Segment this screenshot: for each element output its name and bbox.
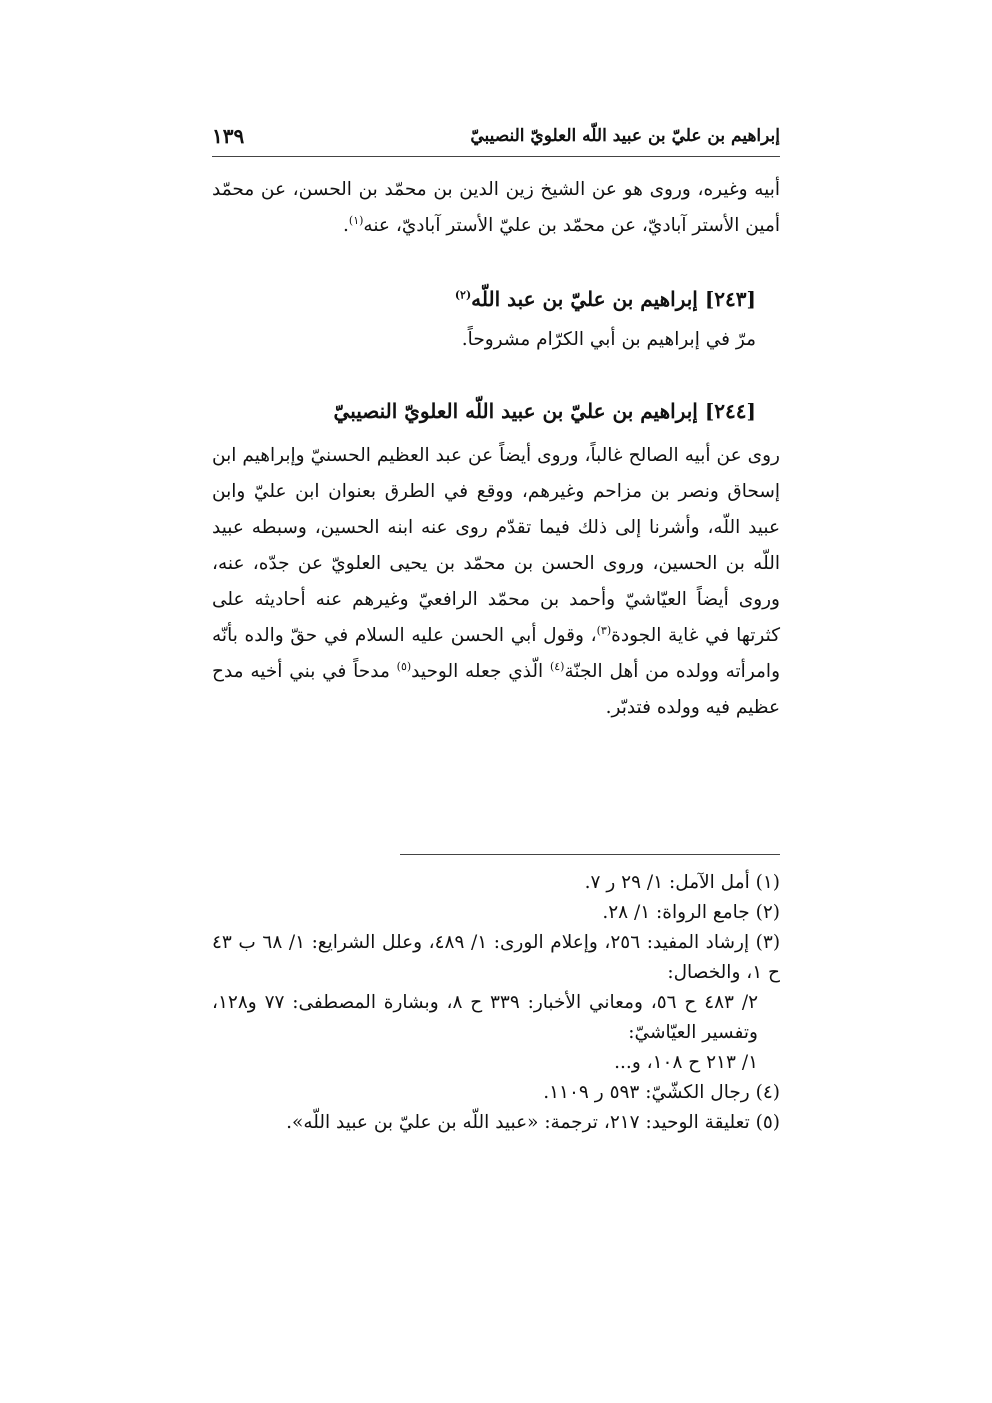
page-header xyxy=(212,120,780,157)
footnote-3-continued-2: ١/ ٢١٣ ح ١٠٨، و... xyxy=(614,1052,758,1073)
footnote-3-continued: ٢/ ٤٨٣ ح ٥٦، ومعاني الأخبار: ٣٣٩ ح ٨، وبشارة المصطفى: ٧٧ و١٢٨، وتفسير العيّاشيّ: xyxy=(212,992,758,1043)
entry-244-heading-block xyxy=(212,394,780,428)
footnote-5: (٥) تعليقة الوحيد: ٢١٧، ترجمة: «عبيد اللّه بن عليّ بن عبيد اللّه». xyxy=(286,1112,780,1133)
entry-244-text: روى عن أبيه الصالح غالباً، وروى أيضاً عن عبد العظيم الحسنيّ وإبراهيم ابن إسحاق ونصر بن مزاحم وغيرهم، ووقع في الطرق بعنوان ابن عليّ وابن عبيد اللّه، وأشرنا إلى ذلك فيما تقدّم روى عنه ابنه الحسين، وسبطه عبيد اللّه بن الحسين، وروى الحسن بن محمّد بن يحيى العلويّ عن جدّه، عنه، وروى أيضاً العيّاشيّ وأحمد بن محمّد الرافعيّ وغيرهم عنه أحاديثه على كثرتها في غاية الجودة$^{(٣)}$، وقول أبي الحسن عليه السلام في حقّ والده بأنّه وامرأته وولده من أهل الجنّة$^{(٤)}$ الّذي جعله الوحيد$^{(٥)}$ مدحاً في بني أخيه مدح عظيم فيه وولده فتدبّر. xyxy=(212,445,781,718)
footnote-3: (٣) إرشاد المفيد: ٢٥٦، وإعلام الورى: ١/ ٤٨٩، وعلل الشرايع: ١/ ٦٨ ب ٤٣ ح ١، والخصال: xyxy=(212,932,781,983)
footnote-1: (١) أمل الآمل: ١/ ٢٩ ر ٧. xyxy=(584,872,780,893)
footnote-ref-5[interactable]: (٥) xyxy=(396,659,412,673)
footnote-4: (٤) رجال الكشّيّ: ٥٩٣ ر ١١٠٩. xyxy=(543,1082,780,1103)
footnote-2: (٢) جامع الرواة: ١/ ٢٨. xyxy=(602,902,780,923)
footnote-ref-3[interactable]: (٣) xyxy=(596,623,612,637)
footnote-ref-1[interactable]: (١) xyxy=(348,213,364,227)
footnote-divider xyxy=(400,854,780,855)
entry-244-body xyxy=(212,438,780,726)
entry-243-text: مرّ في إبراهيم بن أبي الكرّام مشروحاً. xyxy=(461,329,756,350)
footnotes xyxy=(212,868,780,1138)
running-title: إبراهيم بن عليّ بن عبيد اللّه العلويّ النصيبيّ xyxy=(470,126,780,146)
footnote-ref-4[interactable]: (٤) xyxy=(549,659,565,673)
footnote-ref-2[interactable]: (٢) xyxy=(454,288,472,302)
page-number: ١٣٩ xyxy=(212,124,245,148)
entry-243-heading: [٢٤٣] إبراهيم بن عليّ بن عبد اللّه$^{(٢)}$ xyxy=(454,287,756,311)
intro-block xyxy=(212,172,780,244)
intro-paragraph: أبيه وغيره، وروى هو عن الشيخ زين الدين بن محمّد بن الحسن، عن محمّد أمين الأستر آباديّ، عن محمّد بن عليّ الأستر آباديّ، عنه$^{(١)}$. xyxy=(212,179,780,236)
entry-244-heading: [٢٤٤] إبراهيم بن عليّ بن عبيد اللّه العلويّ النصيبيّ xyxy=(333,399,756,423)
entry-243 xyxy=(212,282,780,358)
